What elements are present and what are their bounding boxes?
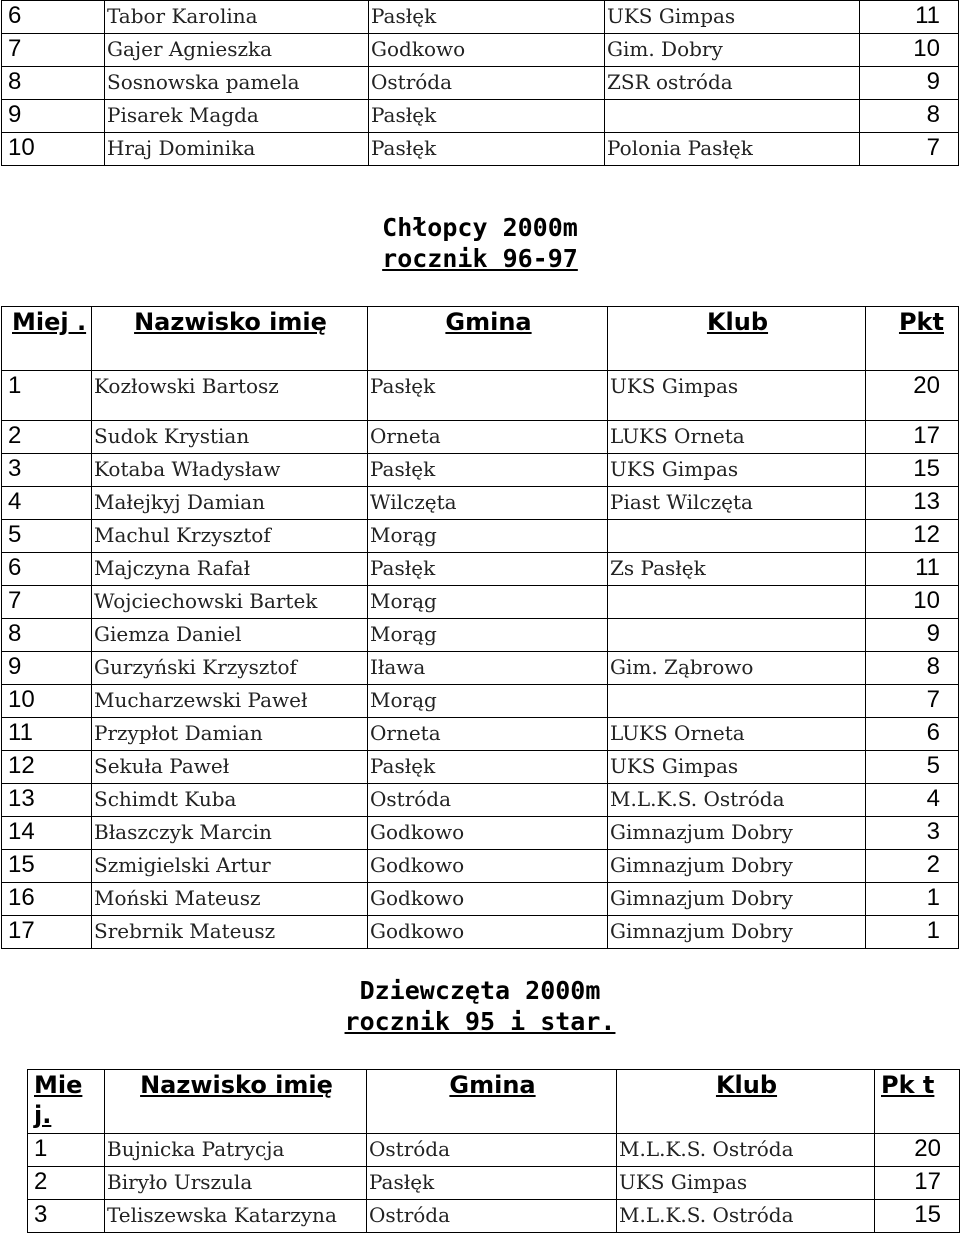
name-cell: Małejkyj Damian xyxy=(92,487,368,520)
name-cell: Srebrnik Mateusz xyxy=(92,916,368,949)
klub-cell: Polonia Pasłęk xyxy=(605,133,860,166)
name-cell: Kotaba Władysław xyxy=(92,454,368,487)
boys-title-line1: Chłopcy 2000m xyxy=(382,213,578,242)
place-cell: 1 xyxy=(28,1134,105,1167)
results-table-boys xyxy=(1,306,959,949)
header-place: Mie j. xyxy=(28,1070,105,1134)
header-pkt: Pkt xyxy=(866,307,959,371)
boys-section-title xyxy=(0,212,960,274)
gmina-cell: Morąg xyxy=(368,586,608,619)
place-cell: 10 xyxy=(2,685,92,718)
girls-section-title xyxy=(0,975,960,1037)
klub-cell: Gimnazjum Dobry xyxy=(608,817,866,850)
klub-cell: UKS Gimpas xyxy=(608,454,866,487)
klub-cell: M.L.K.S. Ostróda xyxy=(608,784,866,817)
gmina-cell: Godkowo xyxy=(369,34,605,67)
table-row xyxy=(2,1,959,34)
name-cell: Gajer Agnieszka xyxy=(105,34,369,67)
klub-cell xyxy=(608,520,866,553)
header-gmina: Gmina xyxy=(368,307,608,371)
table-row xyxy=(2,421,959,454)
name-cell: Biryło Urszula xyxy=(105,1167,367,1200)
table-row xyxy=(2,34,959,67)
table-header-row xyxy=(2,307,959,371)
points-cell: 20 xyxy=(875,1134,960,1167)
gmina-cell: Orneta xyxy=(368,718,608,751)
table-row xyxy=(2,652,959,685)
gmina-cell: Iława xyxy=(368,652,608,685)
gmina-cell: Ostróda xyxy=(368,784,608,817)
table-row xyxy=(2,718,959,751)
table-row xyxy=(2,850,959,883)
points-cell: 1 xyxy=(866,883,959,916)
table-row xyxy=(2,685,959,718)
points-cell: 7 xyxy=(866,685,959,718)
klub-cell: M.L.K.S. Ostróda xyxy=(617,1200,875,1233)
points-cell: 3 xyxy=(866,817,959,850)
name-cell: Hraj Dominika xyxy=(105,133,369,166)
points-cell: 9 xyxy=(860,67,959,100)
name-cell: Sudok Krystian xyxy=(92,421,368,454)
girls-title-line2-wrap xyxy=(0,1006,960,1037)
table-row xyxy=(2,487,959,520)
gmina-cell: Ostróda xyxy=(367,1134,617,1167)
place-cell: 10 xyxy=(2,133,105,166)
klub-cell: UKS Gimpas xyxy=(605,1,860,34)
place-cell: 6 xyxy=(2,553,92,586)
place-cell: 7 xyxy=(2,586,92,619)
place-cell: 2 xyxy=(2,421,92,454)
place-cell: 15 xyxy=(2,850,92,883)
place-cell: 2 xyxy=(28,1167,105,1200)
gmina-cell: Morąg xyxy=(368,520,608,553)
table-row xyxy=(2,817,959,850)
name-cell: Sosnowska pamela xyxy=(105,67,369,100)
boys-title-line2-wrap xyxy=(0,243,960,274)
place-cell: 16 xyxy=(2,883,92,916)
table-row xyxy=(28,1200,960,1233)
points-cell: 2 xyxy=(866,850,959,883)
name-cell: Gurzyński Krzysztof xyxy=(92,652,368,685)
name-cell: Giemza Daniel xyxy=(92,619,368,652)
table-row xyxy=(2,916,959,949)
table-row xyxy=(2,883,959,916)
results-table-top xyxy=(1,0,959,166)
boys-title-line2: rocznik 96-97 xyxy=(382,244,578,273)
gmina-cell: Pasłęk xyxy=(367,1167,617,1200)
points-cell: 10 xyxy=(860,34,959,67)
gmina-cell: Ostróda xyxy=(369,67,605,100)
header-place: Miej . xyxy=(2,307,92,371)
header-name: Nazwisko imię xyxy=(105,1070,367,1134)
name-cell: Schimdt Kuba xyxy=(92,784,368,817)
points-cell: 15 xyxy=(866,454,959,487)
gmina-cell: Ostróda xyxy=(367,1200,617,1233)
gmina-cell: Pasłęk xyxy=(369,133,605,166)
points-cell: 8 xyxy=(866,652,959,685)
gmina-cell: Godkowo xyxy=(368,883,608,916)
points-cell: 13 xyxy=(866,487,959,520)
place-cell: 13 xyxy=(2,784,92,817)
points-cell: 7 xyxy=(860,133,959,166)
klub-cell xyxy=(605,100,860,133)
points-cell: 11 xyxy=(866,553,959,586)
header-gmina: Gmina xyxy=(367,1070,617,1134)
table-row xyxy=(2,67,959,100)
name-cell: Tabor Karolina xyxy=(105,1,369,34)
place-cell: 17 xyxy=(2,916,92,949)
name-cell: Majczyna Rafał xyxy=(92,553,368,586)
name-cell: Bujnicka Patrycja xyxy=(105,1134,367,1167)
results-table-girls xyxy=(27,1069,960,1233)
points-cell: 8 xyxy=(860,100,959,133)
name-cell: Przypłot Damian xyxy=(92,718,368,751)
klub-cell: Gimnazjum Dobry xyxy=(608,850,866,883)
gmina-cell: Pasłęk xyxy=(368,454,608,487)
name-cell: Moński Mateusz xyxy=(92,883,368,916)
klub-cell: LUKS Orneta xyxy=(608,421,866,454)
klub-cell: UKS Gimpas xyxy=(608,751,866,784)
gmina-cell: Wilczęta xyxy=(368,487,608,520)
name-cell: Teliszewska Katarzyna xyxy=(105,1200,367,1233)
place-cell: 11 xyxy=(2,718,92,751)
table-row xyxy=(2,454,959,487)
place-cell: 4 xyxy=(2,487,92,520)
place-cell: 9 xyxy=(2,652,92,685)
klub-cell xyxy=(608,685,866,718)
place-cell: 14 xyxy=(2,817,92,850)
klub-cell: UKS Gimpas xyxy=(617,1167,875,1200)
points-cell: 6 xyxy=(866,718,959,751)
gmina-cell: Pasłęk xyxy=(369,100,605,133)
table-row xyxy=(2,133,959,166)
table-row xyxy=(28,1134,960,1167)
gmina-cell: Morąg xyxy=(368,619,608,652)
klub-cell xyxy=(608,586,866,619)
girls-title-line2: rocznik 95 i star. xyxy=(344,1007,616,1036)
place-cell: 1 xyxy=(2,371,92,421)
table-row xyxy=(2,619,959,652)
name-cell: Sekuła Paweł xyxy=(92,751,368,784)
points-cell: 5 xyxy=(866,751,959,784)
gmina-cell: Pasłęk xyxy=(368,371,608,421)
klub-cell: Gimnazjum Dobry xyxy=(608,916,866,949)
points-cell: 17 xyxy=(875,1167,960,1200)
klub-cell: ZSR ostróda xyxy=(605,67,860,100)
place-cell: 9 xyxy=(2,100,105,133)
klub-cell: Gim. Dobry xyxy=(605,34,860,67)
table-row xyxy=(2,371,959,421)
table-row xyxy=(2,751,959,784)
klub-cell: UKS Gimpas xyxy=(608,371,866,421)
klub-cell: Piast Wilczęta xyxy=(608,487,866,520)
girls-title-line1: Dziewczęta 2000m xyxy=(359,976,601,1005)
klub-cell: Gim. Ząbrowo xyxy=(608,652,866,685)
table-row xyxy=(2,553,959,586)
points-cell: 15 xyxy=(875,1200,960,1233)
points-cell: 17 xyxy=(866,421,959,454)
header-pkt: Pk t xyxy=(875,1070,960,1134)
gmina-cell: Pasłęk xyxy=(368,553,608,586)
gmina-cell: Orneta xyxy=(368,421,608,454)
place-cell: 12 xyxy=(2,751,92,784)
points-cell: 1 xyxy=(866,916,959,949)
table-row xyxy=(2,586,959,619)
table-header-row xyxy=(28,1070,960,1134)
place-cell: 5 xyxy=(2,520,92,553)
gmina-cell: Pasłęk xyxy=(368,751,608,784)
name-cell: Mucharzewski Paweł xyxy=(92,685,368,718)
table-row xyxy=(2,784,959,817)
klub-cell: Zs Pasłęk xyxy=(608,553,866,586)
points-cell: 11 xyxy=(860,1,959,34)
gmina-cell: Godkowo xyxy=(368,916,608,949)
points-cell: 12 xyxy=(866,520,959,553)
header-klub: Klub xyxy=(608,307,866,371)
klub-cell: LUKS Orneta xyxy=(608,718,866,751)
table-row xyxy=(2,100,959,133)
place-cell: 8 xyxy=(2,619,92,652)
place-cell: 7 xyxy=(2,34,105,67)
points-cell: 9 xyxy=(866,619,959,652)
gmina-cell: Pasłęk xyxy=(369,1,605,34)
points-cell: 20 xyxy=(866,371,959,421)
points-cell: 4 xyxy=(866,784,959,817)
place-cell: 3 xyxy=(28,1200,105,1233)
table-row xyxy=(28,1167,960,1200)
name-cell: Kozłowski Bartosz xyxy=(92,371,368,421)
table-row xyxy=(2,520,959,553)
gmina-cell: Morąg xyxy=(368,685,608,718)
points-cell: 10 xyxy=(866,586,959,619)
name-cell: Pisarek Magda xyxy=(105,100,369,133)
gmina-cell: Godkowo xyxy=(368,850,608,883)
klub-cell: M.L.K.S. Ostróda xyxy=(617,1134,875,1167)
gmina-cell: Godkowo xyxy=(368,817,608,850)
name-cell: Machul Krzysztof xyxy=(92,520,368,553)
header-name: Nazwisko imię xyxy=(92,307,368,371)
place-cell: 6 xyxy=(2,1,105,34)
klub-cell xyxy=(608,619,866,652)
name-cell: Wojciechowski Bartek xyxy=(92,586,368,619)
name-cell: Szmigielski Artur xyxy=(92,850,368,883)
klub-cell: Gimnazjum Dobry xyxy=(608,883,866,916)
place-cell: 3 xyxy=(2,454,92,487)
header-klub: Klub xyxy=(617,1070,875,1134)
name-cell: Błaszczyk Marcin xyxy=(92,817,368,850)
place-cell: 8 xyxy=(2,67,105,100)
